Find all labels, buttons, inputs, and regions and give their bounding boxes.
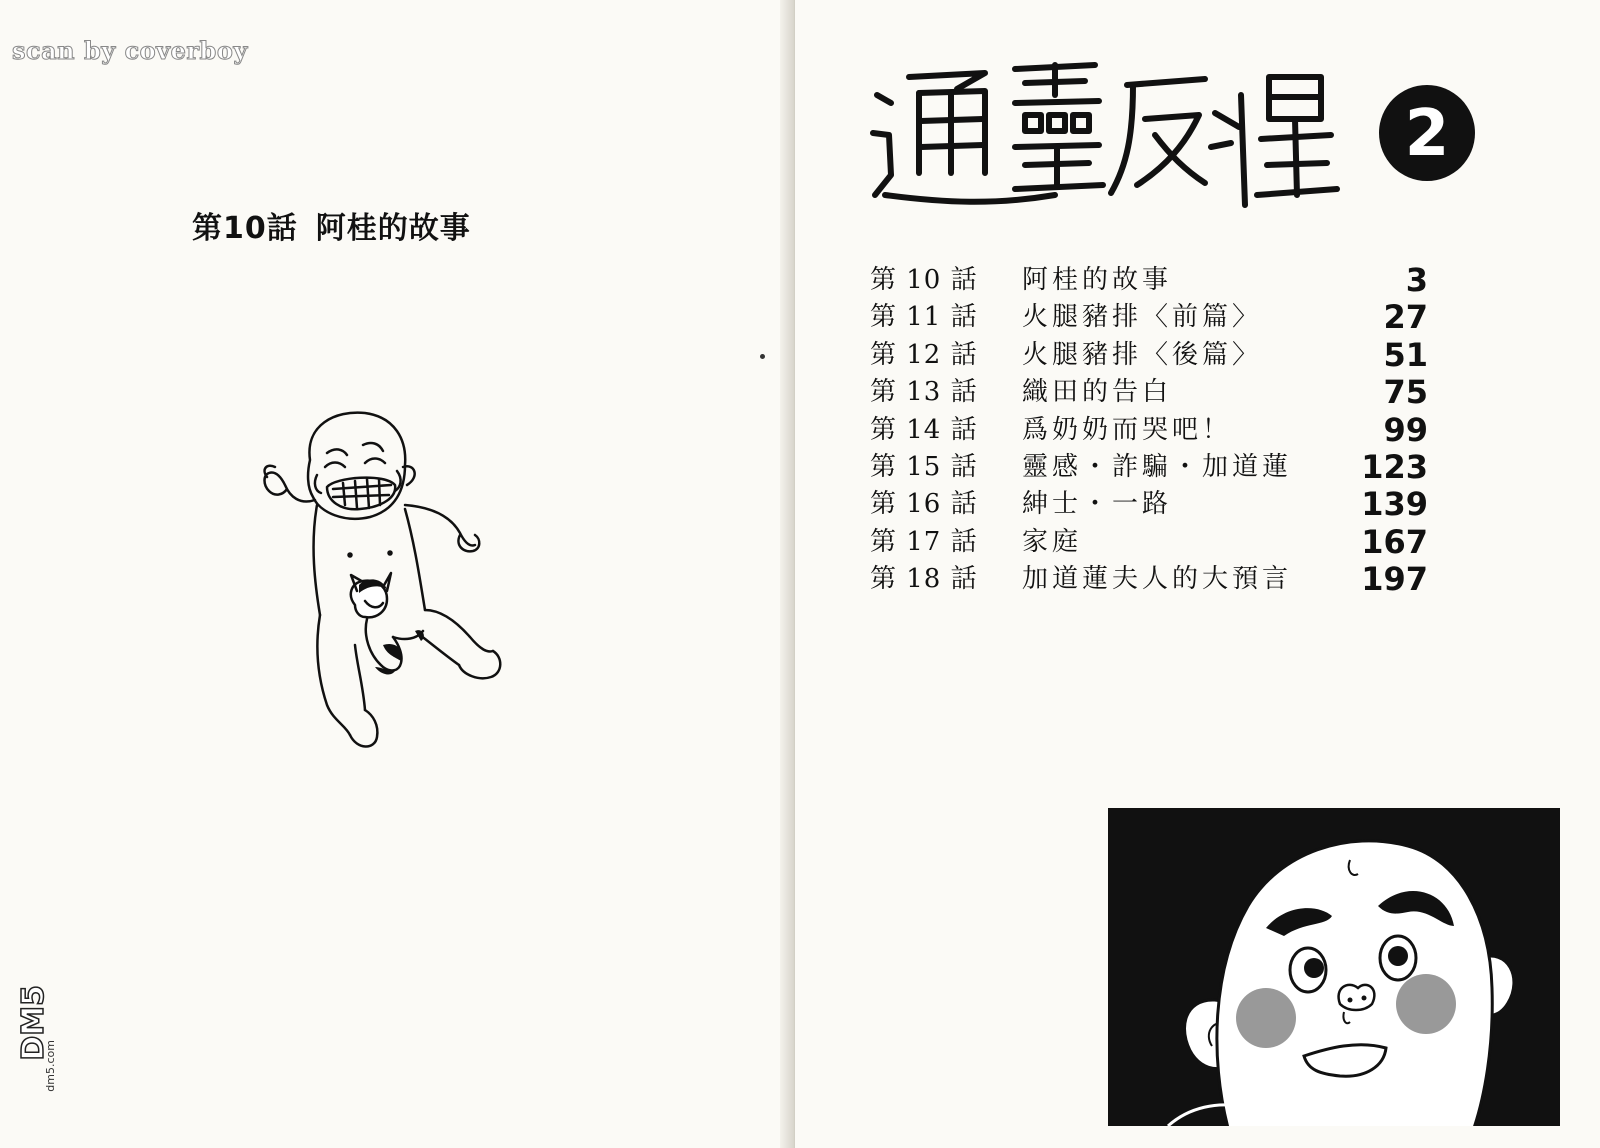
toc-row <box>870 262 1440 299</box>
table-of-contents <box>870 262 1440 599</box>
chapter-heading-title: 阿桂的故事 <box>315 211 471 246</box>
toc-page-number: 3 <box>1405 261 1428 299</box>
left-page <box>0 0 793 1148</box>
toc-page-number: 27 <box>1383 298 1428 337</box>
toc-chapter-title: 火腿豬排〈後篇〉 <box>1022 339 1263 370</box>
toc-row <box>870 412 1440 449</box>
toc-chapter-title: 阿桂的故事 <box>1022 265 1173 295</box>
toc-chapter-number: 第 10 話 <box>870 265 978 295</box>
dm5-logo: DM5 <box>16 985 51 1061</box>
toc-row <box>870 486 1440 523</box>
dm5-watermark <box>16 985 56 1125</box>
dm5-site: dm5.com <box>44 1040 57 1092</box>
toc-row <box>870 337 1440 374</box>
toc-page-number: 75 <box>1383 373 1428 412</box>
toc-page-number: 99 <box>1383 410 1428 449</box>
toc-page-number: 197 <box>1361 560 1428 599</box>
toc-row <box>870 561 1440 598</box>
toc-chapter-title: 爲奶奶而哭吧！ <box>1022 414 1233 445</box>
toc-chapter-title: 紳士・一路 <box>1022 489 1173 520</box>
toc-page-number: 123 <box>1361 447 1428 486</box>
toc-chapter-title: 加道蓮夫人的大預言 <box>1022 564 1293 595</box>
toc-chapter-number: 第 17 話 <box>870 526 978 557</box>
toc-chapter-number: 第 15 話 <box>870 451 978 482</box>
toc-chapter-title: 家庭 <box>1022 526 1083 557</box>
toc-chapter-number: 第 14 話 <box>870 414 978 445</box>
toc-chapter-number: 第 11 話 <box>870 302 978 333</box>
baby-with-cat-illustration <box>255 405 505 760</box>
toc-row <box>870 299 1440 336</box>
chapter-heading <box>192 203 471 247</box>
toc-chapter-number: 第 12 話 <box>870 339 978 370</box>
toc-row <box>870 449 1440 486</box>
binding-hole <box>760 354 765 359</box>
toc-chapter-title: 織田的告白 <box>1022 377 1173 408</box>
volume-title-logo <box>865 55 1485 215</box>
toc-page-number: 139 <box>1361 485 1428 524</box>
toc-chapter-number: 第 16 話 <box>870 489 978 520</box>
toc-row <box>870 524 1440 561</box>
toc-chapter-number: 第 18 話 <box>870 564 978 595</box>
toc-row <box>870 374 1440 411</box>
scan-credit: scan by coverboy <box>12 36 248 65</box>
toc-chapter-title: 靈感・詐騙・加道蓮 <box>1022 451 1293 482</box>
toc-page-number: 167 <box>1361 522 1428 561</box>
toc-page-number: 51 <box>1383 335 1428 374</box>
volume-number: 2 <box>1404 97 1450 171</box>
boy-face-panel <box>1108 808 1560 1126</box>
toc-chapter-number: 第 13 話 <box>870 377 978 408</box>
chapter-heading-number: 第10話 <box>192 211 298 246</box>
toc-chapter-title: 火腿豬排〈前篇〉 <box>1022 302 1263 333</box>
